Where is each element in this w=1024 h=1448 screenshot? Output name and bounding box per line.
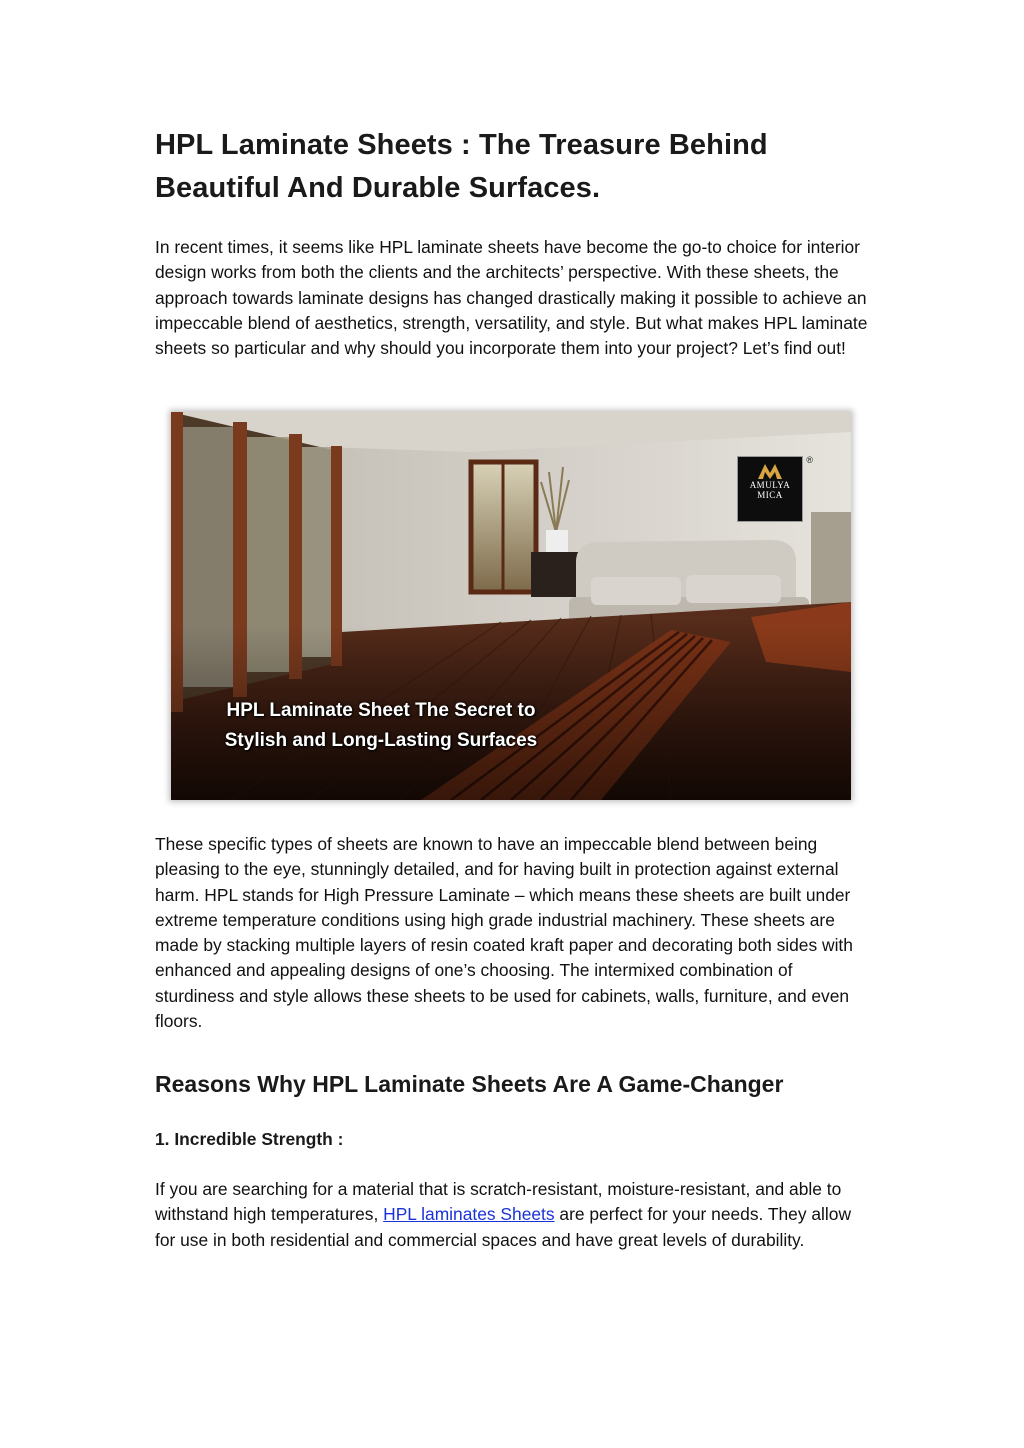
logo-mark-icon	[756, 462, 784, 480]
caption-line-2: Stylish and Long-Lasting Surfaces	[224, 730, 538, 751]
body-paragraph-3	[155, 1177, 871, 1253]
subheading-strength: 1. Incredible Strength :	[155, 1129, 344, 1149]
caption-line-1: HPL Laminate Sheet The Secret to	[226, 700, 536, 721]
logo-text-1: AMULYA	[749, 480, 791, 490]
document-page	[155, 124, 871, 1250]
para3-text-after: are perfect for your needs. They allow for use in both residential and commercial spaces and have great levels of durability.	[155, 1204, 852, 1250]
amulya-mica-logo	[737, 455, 813, 522]
hpl-laminates-link[interactable]: HPL laminates Sheets	[383, 1204, 555, 1225]
registered-mark: ®	[806, 455, 813, 465]
section-heading: Reasons Why HPL Laminate Sheets Are A Game-Changer	[155, 1071, 784, 1097]
intro-paragraph: In recent times, it seems like HPL laminate sheets have become the go-to choice for interior design works from both the clients and the architects’ perspective. With these sheets, the approach towards laminate designs has changed drastically making it possible to achieve an impeccable blend of aesthetics, strength, versatility, and style. But what makes HPL laminate sheets so particular and why should you incorporate them into your project? Let’s find out!	[155, 237, 868, 359]
logo-text-2: MICA	[757, 490, 783, 500]
title-line-2: Beautiful And Durable Surfaces.	[155, 172, 601, 204]
hero-image	[171, 412, 851, 800]
body-paragraph-2: These specific types of sheets are known to have an impeccable blend between being pleasing to the eye, stunningly detailed, and for having built in protection against external harm. HPL stands for High Pressure Laminate – which means these sheets are built under extreme temperature conditions using high grade industrial machinery. These sheets are made by stacking multiple layers of resin coated kraft paper and decorating both sides with enhanced and appealing designs of one’s choosing. The intermixed combination of sturdiness and style allows these sheets to be used for cabinets, walls, furniture, and even floors.	[155, 834, 853, 1032]
para3-text-before: If you are searching for a material that is scratch-resistant, moisture-resistant, and able to withstand high temperatures,	[155, 1179, 842, 1225]
title-line-1: HPL Laminate Sheets : The Treasure Behind	[155, 129, 768, 161]
hero-caption	[201, 696, 561, 756]
page-title	[155, 124, 871, 210]
